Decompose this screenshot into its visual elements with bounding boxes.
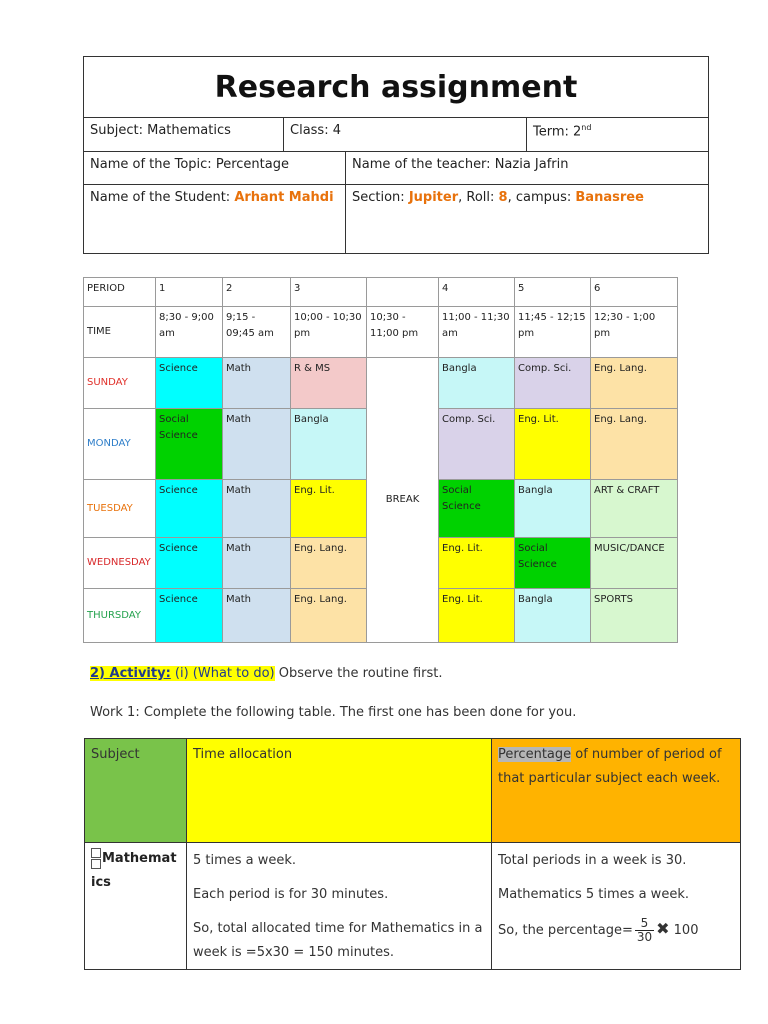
percentage-highlight: Percentage (498, 747, 572, 762)
period-cell: 4 (439, 278, 515, 307)
pct-formula (498, 917, 734, 944)
time-cell: 11;00 - 11;30 am (439, 307, 515, 358)
subject-name: Mathematics (91, 851, 177, 890)
time-line: So, total allocated time for Mathematics in a week is =5x30 = 150 minutes. (193, 921, 483, 960)
percentage-column-header (492, 739, 741, 843)
break-label: BREAK (385, 494, 420, 505)
fraction-denominator: 30 (636, 930, 653, 944)
routine-cell: Science (156, 589, 223, 643)
period-row (84, 278, 678, 307)
routine-cell: Eng. Lang. (591, 358, 678, 409)
work1-instruction: Work 1: Complete the following table. The first one has been done for you. (90, 705, 577, 720)
period-cell: 5 (515, 278, 591, 307)
period-cell: 3 (291, 278, 367, 307)
student-label: Name of the Student: (90, 190, 235, 205)
routine-cell: Eng. Lang. (291, 538, 367, 589)
campus-label: , campus: (507, 190, 576, 205)
section-label: Section: (352, 190, 409, 205)
routine-cell: Bangla (291, 409, 367, 480)
fraction (635, 917, 654, 944)
subject-column-header: Subject (85, 739, 187, 843)
routine-cell: Science (156, 358, 223, 409)
percentage-cell (492, 843, 741, 970)
routine-cell: Social Science (439, 480, 515, 538)
routine-cell: Eng. Lang. (591, 409, 678, 480)
routine-cell: Bangla (439, 358, 515, 409)
multiplier-value: 100 (669, 923, 699, 938)
break-cell (367, 358, 439, 643)
header-row-subject (84, 118, 708, 152)
time-row (84, 307, 678, 358)
time-cell: 8;30 - 9;00 am (156, 307, 223, 358)
routine-cell: Science (156, 480, 223, 538)
roll-label: , Roll: (458, 190, 499, 205)
checkbox-icon (91, 848, 101, 870)
day-label: SUNDAY (84, 358, 156, 409)
header-row-topic (84, 152, 708, 185)
subject-field: Subject: Mathematics (84, 118, 284, 151)
term-label: Term: 2 (533, 124, 582, 140)
time-allocation-cell (187, 843, 492, 970)
work-table-header (85, 739, 741, 843)
routine-cell: Social Science (515, 538, 591, 589)
routine-cell: R & MS (291, 358, 367, 409)
routine-cell: Science (156, 538, 223, 589)
class-field: Class: 4 (284, 118, 527, 151)
student-field (84, 185, 346, 253)
routine-cell: Comp. Sci. (515, 358, 591, 409)
section-value: Jupiter (408, 190, 459, 205)
routine-cell: MUSIC/DANCE (591, 538, 678, 589)
routine-cell: Math (223, 538, 291, 589)
day-row-sunday (84, 358, 678, 409)
pct-line: Mathematics 5 times a week. (498, 887, 689, 902)
term-field (527, 118, 708, 151)
time-cell: 9;15 - 09;45 am (223, 307, 291, 358)
term-suffix: nd (581, 123, 592, 132)
routine-cell: Eng. Lit. (291, 480, 367, 538)
time-cell: 12;30 - 1;00 pm (591, 307, 678, 358)
routine-cell: Math (223, 480, 291, 538)
pct-line: Total periods in a week is 30. (498, 853, 687, 868)
routine-cell: Bangla (515, 480, 591, 538)
teacher-field: Name of the teacher: Nazia Jafrin (352, 157, 569, 172)
section-field (346, 185, 708, 253)
day-label: THURSDAY (84, 589, 156, 643)
activity-instruction (90, 666, 443, 681)
topic-field: Name of the Topic: Percentage (84, 152, 346, 184)
routine-cell: Math (223, 589, 291, 643)
time-cell: 11;45 - 12;15 pm (515, 307, 591, 358)
period-header: PERIOD (84, 278, 156, 307)
routine-cell: Math (223, 358, 291, 409)
time-header: TIME (84, 307, 156, 358)
time-column-header: Time allocation (187, 739, 492, 843)
time-cell: 10;30 - 11;00 pm (367, 307, 439, 358)
routine-cell: Eng. Lit. (439, 589, 515, 643)
routine-cell: Bangla (515, 589, 591, 643)
day-label: WEDNESDAY (84, 538, 156, 589)
roll-value: 8 (498, 190, 508, 205)
activity-label: 2) Activity: (90, 666, 171, 681)
routine-cell: Comp. Sci. (439, 409, 515, 480)
period-cell: 1 (156, 278, 223, 307)
what-to-do-label: (i) (What to do) (170, 666, 275, 681)
assignment-header (83, 56, 709, 254)
period-cell: 2 (223, 278, 291, 307)
routine-cell: Eng. Lit. (439, 538, 515, 589)
page-title: Research assignment (84, 57, 708, 118)
work-table (84, 738, 741, 970)
period-cell: 6 (591, 278, 678, 307)
fraction-numerator: 5 (635, 917, 654, 931)
routine-cell: ART & CRAFT (591, 480, 678, 538)
work-table-row (85, 843, 741, 970)
formula-prefix: So, the percentage= (498, 923, 633, 938)
campus-value: Banasree (575, 190, 644, 205)
student-name: Arhant Mahdi (234, 190, 334, 205)
routine-cell: Social Science (156, 409, 223, 480)
period-cell (367, 278, 439, 307)
percentage-header-rest: of number of period of that particular subject each week. (498, 747, 722, 786)
class-routine-table (83, 277, 678, 643)
routine-cell: Eng. Lit. (515, 409, 591, 480)
activity-highlight (90, 666, 275, 681)
routine-cell: Eng. Lang. (291, 589, 367, 643)
header-row-student (84, 185, 708, 253)
day-label: TUESDAY (84, 480, 156, 538)
multiply-icon: ✖ (656, 919, 670, 938)
time-line: Each period is for 30 minutes. (193, 887, 389, 902)
activity-text: Observe the routine first. (274, 666, 443, 681)
time-line: 5 times a week. (193, 853, 297, 868)
subject-cell (85, 843, 187, 970)
day-label: MONDAY (84, 409, 156, 480)
time-cell: 10;00 - 10;30 pm (291, 307, 367, 358)
routine-cell: Math (223, 409, 291, 480)
routine-cell: SPORTS (591, 589, 678, 643)
